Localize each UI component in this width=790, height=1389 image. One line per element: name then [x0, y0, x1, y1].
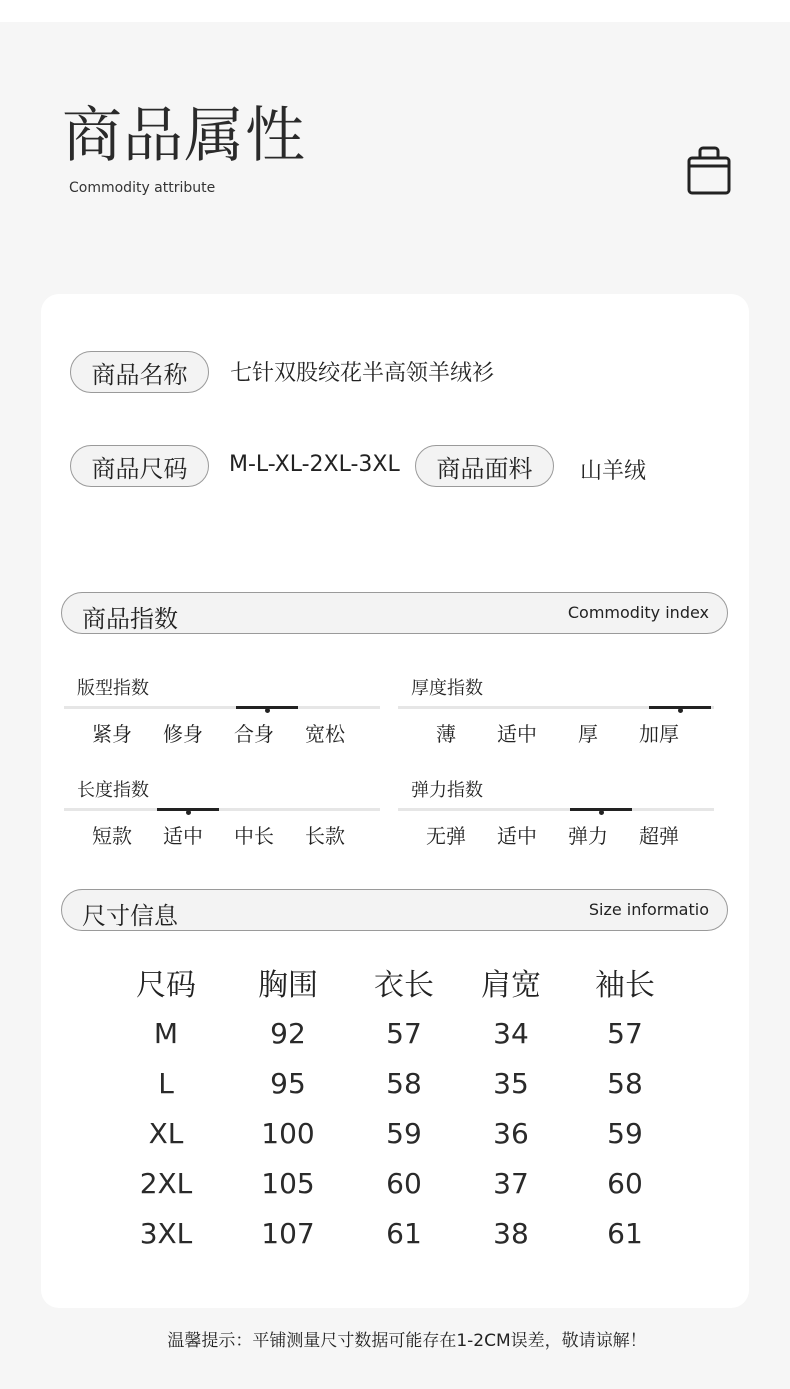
index-track — [64, 808, 380, 811]
index-option: 紧身 — [92, 722, 132, 746]
size-table-header: 衣长 — [374, 968, 434, 1003]
index-group-title: 厚度指数 — [411, 678, 483, 699]
index-group-title: 长度指数 — [77, 780, 149, 801]
index-option: 薄 — [436, 722, 456, 746]
size-table-cell: 57 — [607, 1017, 643, 1050]
product-fabric-label: 商品面料 — [415, 445, 554, 487]
product-name-label: 商品名称 — [70, 351, 209, 393]
size-info-title-en: Size informatio — [588, 900, 709, 919]
size-table-cell: XL — [148, 1117, 184, 1150]
commodity-index-title: 商品指数 — [82, 605, 178, 633]
page-subtitle: Commodity attribute — [69, 180, 216, 196]
index-selected-dot — [186, 810, 191, 815]
index-selected-dot — [599, 810, 604, 815]
index-option: 中长 — [234, 824, 274, 848]
size-table-cell: 34 — [493, 1017, 529, 1050]
size-table-header: 胸围 — [258, 968, 318, 1003]
index-group-title: 弹力指数 — [411, 780, 483, 801]
size-table-cell: 57 — [386, 1017, 422, 1050]
size-table-cell: 58 — [607, 1067, 643, 1100]
size-table-cell: 100 — [261, 1117, 315, 1150]
size-table-cell: L — [158, 1067, 174, 1100]
index-option: 超弹 — [639, 824, 679, 848]
size-table-cell: 95 — [270, 1067, 306, 1100]
size-table-cell: 38 — [493, 1217, 529, 1250]
size-table-cell: 35 — [493, 1067, 529, 1100]
size-table-cell: 58 — [386, 1067, 422, 1100]
size-table-header: 肩宽 — [481, 968, 541, 1003]
index-option: 宽松 — [305, 722, 345, 746]
index-option: 厚 — [578, 722, 598, 746]
size-table-header: 尺码 — [136, 968, 196, 1003]
index-option: 适中 — [163, 824, 203, 848]
index-option: 无弹 — [426, 824, 466, 848]
footer-note: 温馨提示：平铺测量尺寸数据可能存在1-2CM误差，敬请谅解！ — [167, 1331, 647, 1351]
index-track — [398, 808, 714, 811]
size-table-cell: 60 — [386, 1167, 422, 1200]
size-table-cell: 61 — [386, 1217, 422, 1250]
page-title: 商品属性 — [62, 101, 306, 171]
index-option: 适中 — [497, 824, 537, 848]
size-table-cell: 37 — [493, 1167, 529, 1200]
commodity-index-bar — [61, 592, 728, 634]
index-option: 修身 — [163, 722, 203, 746]
size-table-cell: 3XL — [139, 1217, 193, 1250]
size-table-cell: 92 — [270, 1017, 306, 1050]
index-option: 加厚 — [639, 722, 679, 746]
product-size-label: 商品尺码 — [70, 445, 209, 487]
size-table-cell: 59 — [386, 1117, 422, 1150]
size-table-cell: 61 — [607, 1217, 643, 1250]
index-track — [64, 706, 380, 709]
product-size-value: M-L-XL-2XL-3XL — [229, 452, 400, 477]
size-info-title: 尺寸信息 — [82, 902, 178, 930]
product-name-value: 七针双股绞花半高领羊绒衫 — [230, 361, 495, 386]
index-option: 弹力 — [568, 824, 608, 848]
size-table-cell: 59 — [607, 1117, 643, 1150]
size-table-cell: 36 — [493, 1117, 529, 1150]
size-table-cell: 60 — [607, 1167, 643, 1200]
index-selected-dot — [265, 708, 270, 713]
size-table-header: 袖长 — [595, 968, 655, 1003]
size-table-cell: M — [153, 1017, 179, 1050]
size-table-cell: 107 — [261, 1217, 315, 1250]
index-option: 短款 — [92, 824, 132, 848]
commodity-index-title-en: Commodity index — [567, 603, 709, 622]
index-selected-dot — [678, 708, 683, 713]
size-table-cell: 2XL — [139, 1167, 193, 1200]
index-option: 合身 — [234, 722, 274, 746]
index-option: 适中 — [497, 722, 537, 746]
index-group-title: 版型指数 — [77, 678, 149, 699]
size-table-cell: 105 — [261, 1167, 315, 1200]
shopping-bag-icon — [686, 144, 732, 196]
index-option: 长款 — [305, 824, 345, 848]
size-info-bar — [61, 889, 728, 931]
product-fabric-value: 山羊绒 — [580, 459, 647, 484]
